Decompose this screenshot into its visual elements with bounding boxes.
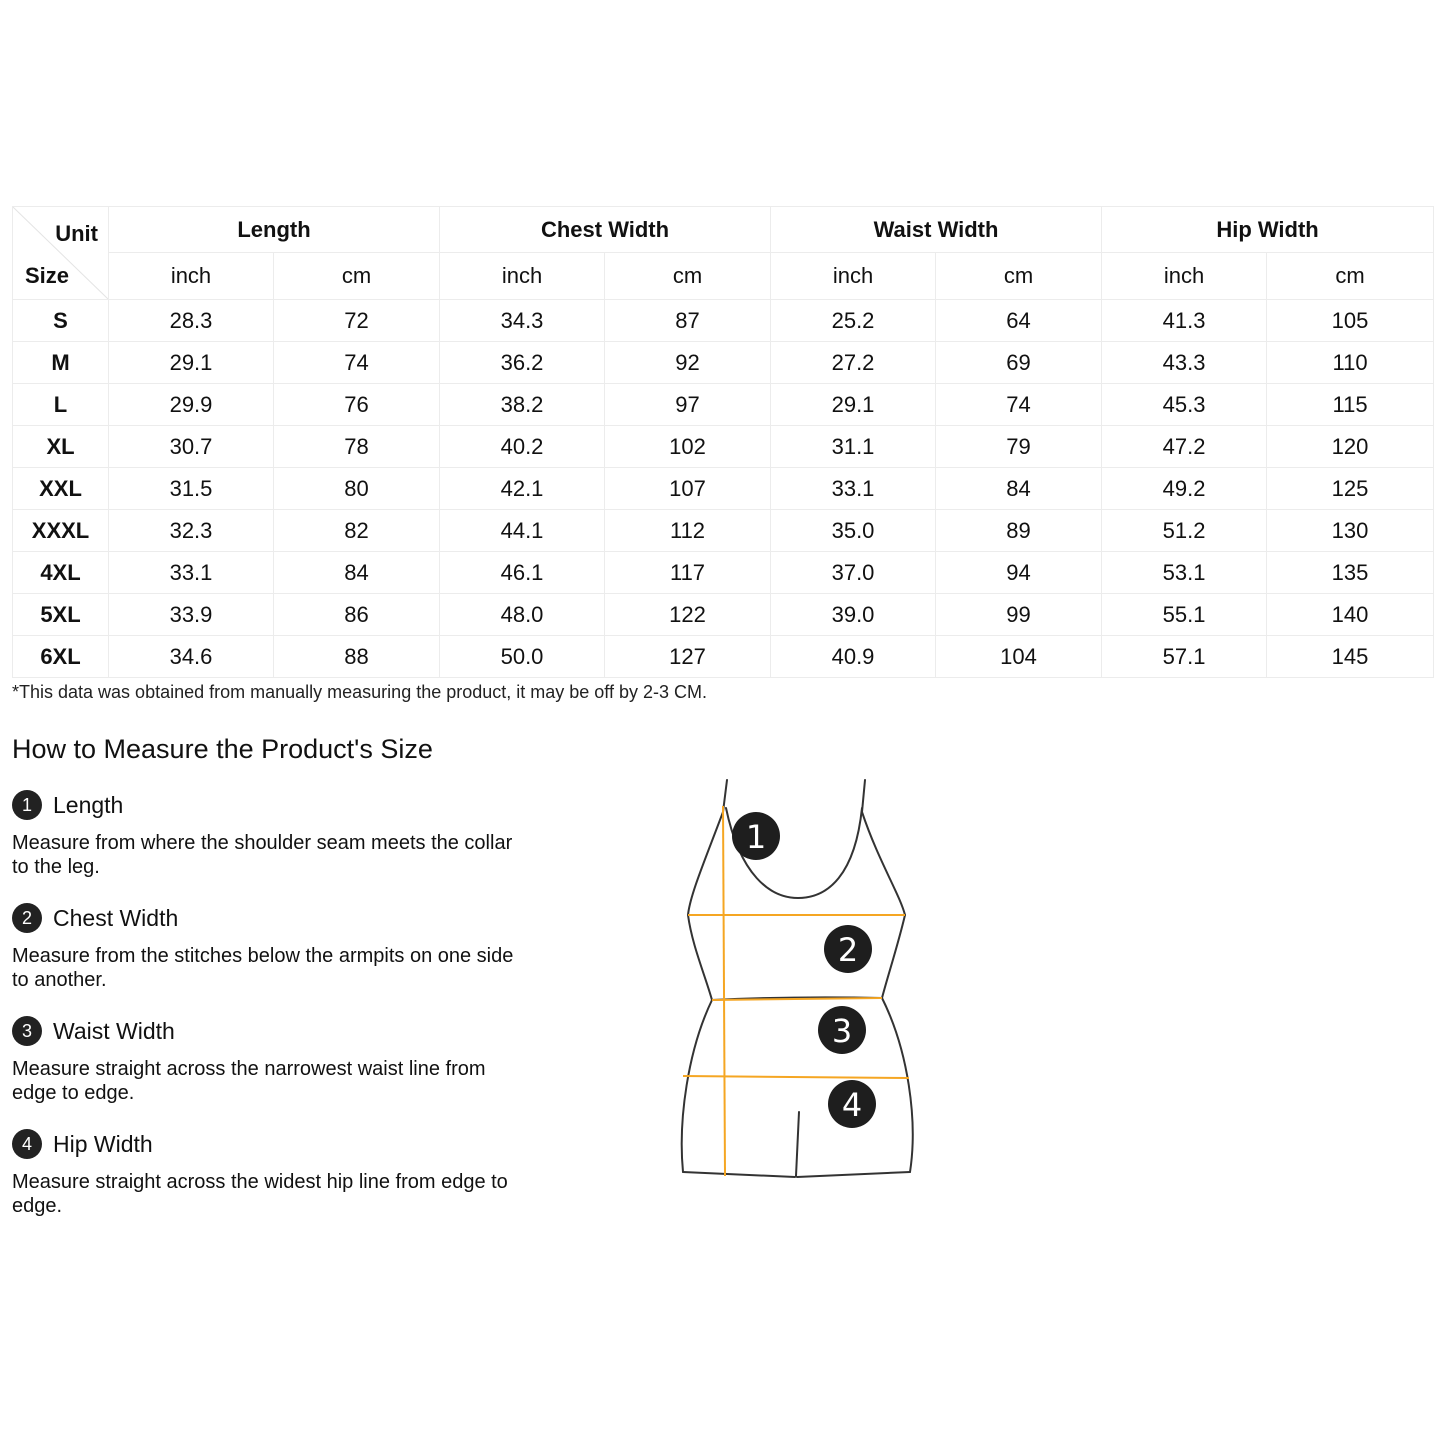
measurement-cell: 125 [1267, 468, 1434, 510]
size-cell: S [13, 300, 109, 342]
measurement-cell: 80 [274, 468, 440, 510]
table-row [13, 594, 1434, 636]
measurement-cell: 45.3 [1102, 384, 1267, 426]
garment-measurement-diagram [660, 770, 930, 1190]
table-row [13, 510, 1434, 552]
step-length [12, 789, 532, 879]
measurement-cell: 78 [274, 426, 440, 468]
step-title: Length [53, 791, 124, 818]
measurement-cell: 27.2 [771, 342, 936, 384]
measurement-cell: 127 [605, 636, 771, 678]
table-row [13, 468, 1434, 510]
measurement-cell: 40.2 [440, 426, 605, 468]
measurement-cell: 140 [1267, 594, 1434, 636]
size-cell: M [13, 342, 109, 384]
unit-header: cm [1267, 253, 1434, 300]
group-header-length: Length [109, 207, 440, 253]
marker-2-label: 2 [837, 931, 859, 969]
measurement-cell: 31.5 [109, 468, 274, 510]
measurement-cell: 122 [605, 594, 771, 636]
size-cell: L [13, 384, 109, 426]
measurement-cell: 55.1 [1102, 594, 1267, 636]
size-cell: 6XL [13, 636, 109, 678]
measurement-cell: 115 [1267, 384, 1434, 426]
size-cell: 4XL [13, 552, 109, 594]
measurement-cell: 105 [1267, 300, 1434, 342]
measurement-cell: 88 [274, 636, 440, 678]
size-cell: XL [13, 426, 109, 468]
unit-header: cm [605, 253, 771, 300]
header-row-units [13, 253, 1434, 300]
measurement-cell: 97 [605, 384, 771, 426]
table-row [13, 636, 1434, 678]
measurement-cell: 57.1 [1102, 636, 1267, 678]
measurement-cell: 28.3 [109, 300, 274, 342]
step-number-badge: 4 [12, 1129, 42, 1159]
measurement-cell: 38.2 [440, 384, 605, 426]
measurement-cell: 84 [936, 468, 1102, 510]
measurement-cell: 40.9 [771, 636, 936, 678]
measurement-cell: 41.3 [1102, 300, 1267, 342]
step-description: Measure from where the shoulder seam meets the collar to the leg. [12, 832, 513, 878]
guide-title: How to Measure the Product's Size [12, 734, 433, 764]
measurement-cell: 53.1 [1102, 552, 1267, 594]
measurement-cell: 64 [936, 300, 1102, 342]
unit-header: inch [109, 253, 274, 300]
table-row [13, 300, 1434, 342]
measurement-cell: 50.0 [440, 636, 605, 678]
measurement-cell: 145 [1267, 636, 1434, 678]
measurement-cell: 94 [936, 552, 1102, 594]
measurement-cell: 29.1 [109, 342, 274, 384]
step-title: Waist Width [53, 1017, 175, 1044]
step-description: Measure straight across the widest hip line from edge to edge. [12, 1171, 508, 1217]
group-header-chest-width: Chest Width [440, 207, 771, 253]
marker-1-label: 1 [745, 818, 767, 856]
size-cell: XXL [13, 468, 109, 510]
measurement-cell: 76 [274, 384, 440, 426]
unit-header: inch [440, 253, 605, 300]
unit-header: inch [1102, 253, 1267, 300]
measurement-cell: 82 [274, 510, 440, 552]
group-header-waist-width: Waist Width [771, 207, 1102, 253]
measurement-cell: 135 [1267, 552, 1434, 594]
unit-header: cm [274, 253, 440, 300]
measurement-cell: 102 [605, 426, 771, 468]
measurement-cell: 32.3 [109, 510, 274, 552]
measurement-cell: 87 [605, 300, 771, 342]
measurement-cell: 84 [274, 552, 440, 594]
size-label: Size [25, 263, 70, 288]
measurement-cell: 72 [274, 300, 440, 342]
measurement-cell: 48.0 [440, 594, 605, 636]
measurement-cell: 39.0 [771, 594, 936, 636]
garment-outline [682, 780, 913, 1177]
size-cell: XXXL [13, 510, 109, 552]
measurement-cell: 107 [605, 468, 771, 510]
measurement-cell: 89 [936, 510, 1102, 552]
measurement-cell: 79 [936, 426, 1102, 468]
measurement-cell: 74 [274, 342, 440, 384]
measurement-cell: 69 [936, 342, 1102, 384]
header-row-groups [13, 207, 1434, 253]
corner-cell [13, 207, 109, 300]
measurement-cell: 120 [1267, 426, 1434, 468]
measurement-cell: 35.0 [771, 510, 936, 552]
marker-3 [818, 1006, 866, 1054]
measurement-cell: 34.6 [109, 636, 274, 678]
measurement-cell: 46.1 [440, 552, 605, 594]
measurement-cell: 110 [1267, 342, 1434, 384]
measurement-cell: 112 [605, 510, 771, 552]
measurement-cell: 86 [274, 594, 440, 636]
measurement-cell: 25.2 [771, 300, 936, 342]
unit-header: cm [936, 253, 1102, 300]
table-row [13, 342, 1434, 384]
measurement-cell: 92 [605, 342, 771, 384]
measurement-cell: 43.3 [1102, 342, 1267, 384]
measurement-cell: 31.1 [771, 426, 936, 468]
measurement-cell: 33.9 [109, 594, 274, 636]
step-number-badge: 1 [12, 790, 42, 820]
measurement-cell: 36.2 [440, 342, 605, 384]
measurement-cell: 34.3 [440, 300, 605, 342]
measurement-cell: 29.1 [771, 384, 936, 426]
table-row [13, 426, 1434, 468]
step-hip-width [12, 1128, 532, 1218]
measurement-note: *This data was obtained from manually measuring the product, it may be off by 2-3 CM. [12, 682, 708, 702]
unit-header: inch [771, 253, 936, 300]
measurement-cell: 74 [936, 384, 1102, 426]
measurement-cell: 44.1 [440, 510, 605, 552]
table-row [13, 384, 1434, 426]
step-number-badge: 2 [12, 903, 42, 933]
group-header-hip-width: Hip Width [1102, 207, 1434, 253]
marker-1 [732, 812, 780, 860]
measurement-cell: 49.2 [1102, 468, 1267, 510]
marker-3-label: 3 [831, 1012, 853, 1050]
measurement-cell: 104 [936, 636, 1102, 678]
marker-4-label: 4 [841, 1086, 863, 1124]
size-chart-table [12, 206, 1434, 678]
measurement-cell: 99 [936, 594, 1102, 636]
size-cell: 5XL [13, 594, 109, 636]
measurement-cell: 130 [1267, 510, 1434, 552]
step-title: Hip Width [53, 1130, 153, 1157]
measurement-cell: 33.1 [771, 468, 936, 510]
measurement-lines [683, 806, 909, 1176]
measurement-cell: 30.7 [109, 426, 274, 468]
step-chest-width [12, 902, 532, 992]
measurement-cell: 42.1 [440, 468, 605, 510]
marker-4 [828, 1080, 876, 1128]
measurement-cell: 33.1 [109, 552, 274, 594]
step-number-badge: 3 [12, 1016, 42, 1046]
measurement-cell: 29.9 [109, 384, 274, 426]
step-waist-width [12, 1015, 532, 1105]
measurement-cell: 37.0 [771, 552, 936, 594]
marker-2 [824, 925, 872, 973]
measurement-cell: 47.2 [1102, 426, 1267, 468]
table-row [13, 552, 1434, 594]
unit-label: Unit [55, 221, 98, 246]
measurement-cell: 117 [605, 552, 771, 594]
step-description: Measure from the stitches below the armpits on one side to another. [12, 945, 514, 991]
step-title: Chest Width [53, 904, 179, 931]
step-description: Measure straight across the narrowest waist line from edge to edge. [12, 1058, 486, 1104]
measurement-cell: 51.2 [1102, 510, 1267, 552]
